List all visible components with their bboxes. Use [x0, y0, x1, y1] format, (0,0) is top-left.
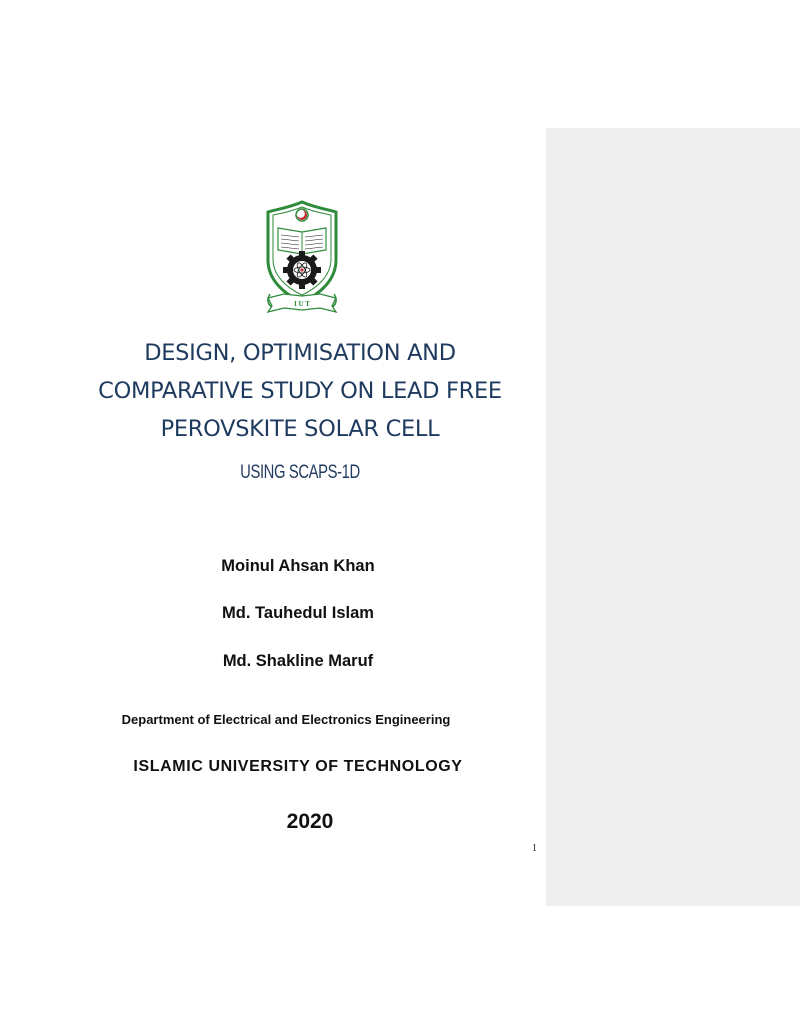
title-line: PEROVSKITE SOLAR CELL	[160, 416, 440, 442]
logo-ribbon-text: I U T	[294, 300, 310, 308]
page-number: 1	[532, 843, 537, 854]
author-name: Md. Shakline Maruf	[222, 652, 374, 670]
university-name: ISLAMIC UNIVERSITY OF TECHNOLOGY	[133, 758, 463, 775]
title-line: DESIGN, OPTIMISATION AND	[144, 340, 456, 366]
document-year: 2020	[286, 810, 334, 833]
iut-crest-logo	[262, 198, 342, 316]
document-subtitle: USING SCAPS-1D	[240, 462, 360, 483]
document-title	[60, 334, 540, 448]
department-name: Department of Electrical and Electronics Engineering	[121, 712, 451, 727]
comment-pane	[546, 128, 800, 906]
author-name: Md. Tauhedul Islam	[222, 604, 374, 622]
title-line: COMPARATIVE STUDY ON LEAD FREE	[98, 378, 502, 404]
author-name: Moinul Ahsan Khan	[221, 557, 375, 575]
